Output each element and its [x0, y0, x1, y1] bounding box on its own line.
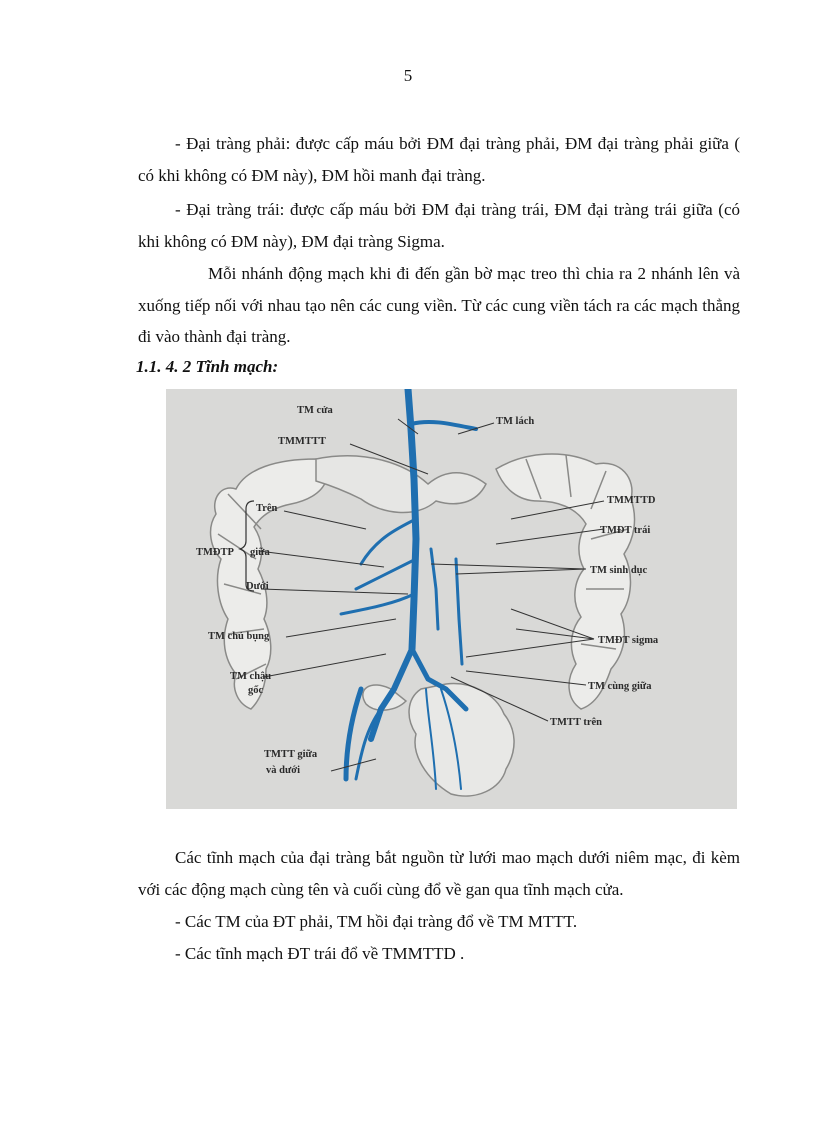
label-tm-cua: TM cửa — [297, 405, 333, 416]
paragraph-left-veins: - Các tĩnh mạch ĐT trái đổ về TMMTTD . — [175, 944, 465, 963]
colon-veins-figure — [166, 389, 737, 809]
label-tmtt-giua: TMTT giữa — [264, 749, 318, 760]
label-goc: gốc — [248, 685, 264, 696]
paragraph-veins-origin: Các tĩnh mạch của đại tràng bắt nguồn từ lưới mao mạch dưới niêm mạc, đi kèm với các động mạch cùng tên và cuối cùng đổ về gan qua tĩnh mạch cửa. — [138, 848, 740, 899]
label-tren: Trên — [256, 503, 278, 514]
label-tm-chu-bung: TM chủ bụng — [208, 631, 270, 642]
paragraph-arteries-branches: Mỗi nhánh động mạch khi đi đến gần bờ mạc treo thì chia ra 2 nhánh lên và xuống tiếp nối với nhau tạo nên các cung viền. Từ các cung viền tách ra các mạch thẳng đi vào thành đại tràng. — [138, 264, 740, 346]
paragraph-right-colon: - Đại tràng phải: được cấp máu bởi ĐM đại tràng phải, ĐM đại tràng phải giữa ( có khi không có ĐM này), ĐM hồi manh đại tràng. — [138, 134, 740, 185]
label-duoi: Dưới — [246, 581, 269, 592]
paragraph-left-colon: - Đại tràng trái: được cấp máu bởi ĐM đại tràng trái, ĐM đại tràng trái giữa (có khi không có ĐM này), ĐM đại tràng Sigma. — [138, 200, 740, 251]
label-giua: giữa — [250, 547, 270, 558]
label-tm-lach: TM lách — [496, 416, 535, 427]
label-tmmttd: TMMTTD — [607, 495, 656, 506]
label-tmdtp: TMĐTP — [196, 547, 234, 558]
label-va-duoi: và dưới — [266, 765, 300, 776]
label-tmmttt: TMMTTT — [278, 436, 326, 447]
label-tmdt-sigma: TMĐT sigma — [598, 635, 659, 646]
label-tm-chau: TM chậu — [230, 671, 272, 682]
page-number: 5 — [403, 66, 413, 85]
label-tmtt-tren: TMTT trên — [550, 717, 603, 728]
section-heading: 1.1. 4. 2 Tĩnh mạch: — [136, 357, 279, 376]
label-tm-cung-giua: TM cùng giữa — [588, 681, 652, 692]
label-tmdt-trai: TMĐT trái — [600, 525, 651, 536]
label-tm-sinh-duc: TM sinh dục — [590, 565, 648, 576]
paragraph-right-veins: - Các TM của ĐT phải, TM hồi đại tràng đổ về TM MTTT. — [175, 912, 578, 931]
